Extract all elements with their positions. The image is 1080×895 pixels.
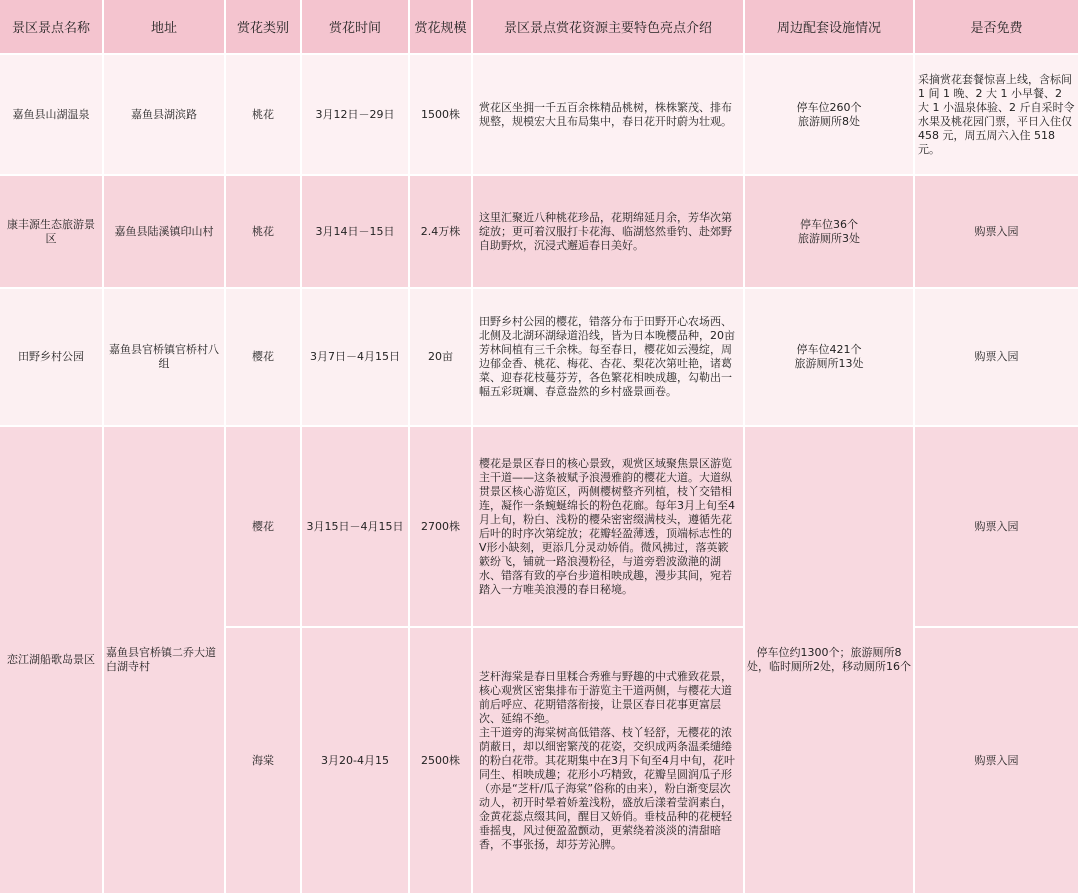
table-row [0, 176, 1080, 289]
header-category: 赏花类别 [226, 0, 302, 55]
viewing-scale: 1500株 [410, 55, 473, 176]
header-free: 是否免费 [915, 0, 1080, 55]
viewing-scale: 2700株 [410, 427, 473, 628]
scenic-address: 嘉鱼县官桥镇官桥村八组 [104, 289, 226, 427]
scenic-name: 嘉鱼县山湖温泉 [0, 55, 104, 176]
scenic-address: 嘉鱼县湖滨路 [104, 55, 226, 176]
feature-description: 芝杆海棠是春日里糅合秀雅与野趣的中式雅致花景，核心观赏区密集排布于游览主干道两侧，与樱花大道前后呼应、花期错落衔接，让景区春日花事更富层次、延绵不绝。 主干道旁的海棠树高低错落、枝丫轻舒，无樱花的浓荫蔽日，却以细密繁茂的花姿，交织成两条温柔缱绻的粉白花带。其花期集中在3月下旬至4月中旬，花叶同生、相映成趣；花形小巧精致，花瓣呈圆润瓜子形（亦是“芝杆/瓜子海棠”俗称的由来），粉白渐变层次动人，初开时晕着娇羞浅粉，盛放后漾着莹润素白，金黄花蕊点缀其间，醒目又娇俏。垂枝品种的花梗轻垂摇曳，风过便盈盈颤动，更萦绕着淡淡的清甜暗香，不事张扬，却芬芳沁脾。 [473, 628, 745, 895]
header-address: 地址 [104, 0, 226, 55]
table-row [0, 427, 1080, 628]
scenic-address: 嘉鱼县陆溪镇印山村 [104, 176, 226, 289]
flower-category: 桃花 [226, 55, 302, 176]
header-time: 赏花时间 [302, 0, 410, 55]
viewing-scale: 2.4万株 [410, 176, 473, 289]
free-info: 采摘赏花套餐惊喜上线，含标间 1 间 1 晚、2 大 1 小早餐、2 大 1 小温泉体验、2 斤自采时令水果及桃花园门票，平日入住仅 458 元，周五周六入住 518 元。 [915, 55, 1080, 176]
table-row [0, 289, 1080, 427]
free-info: 购票入园 [915, 628, 1080, 895]
viewing-time: 3月20-4月15 [302, 628, 410, 895]
flower-category: 樱花 [226, 427, 302, 628]
table-row [0, 55, 1080, 176]
facilities-info: 停车位260个 旅游厕所8处 [745, 55, 915, 176]
free-info: 购票入园 [915, 289, 1080, 427]
facilities-info: 停车位421个 旅游厕所13处 [745, 289, 915, 427]
viewing-time: 3月7日－4月15日 [302, 289, 410, 427]
scenic-name: 田野乡村公园 [0, 289, 104, 427]
feature-description: 田野乡村公园的樱花，错落分布于田野开心农场西、北侧及北湖环湖绿道沿线，皆为日本晚樱品种，20亩芳林间植有三千余株。每至春日，樱花如云漫绽，周边郁金香、桃花、梅花、杏花、梨花次第吐艳，诸葛菜、迎春花枝蔓芬芳，各色繁花相映成趣，勾勒出一幅五彩斑斓、春意盎然的乡村盛景画卷。 [473, 289, 745, 427]
header-row [0, 0, 1080, 55]
viewing-time: 3月15日－4月15日 [302, 427, 410, 628]
scenic-name: 恋江湖船歌岛景区 [0, 427, 104, 895]
facilities-info: 停车位36个 旅游厕所3处 [745, 176, 915, 289]
free-info: 购票入园 [915, 427, 1080, 628]
free-info: 购票入园 [915, 176, 1080, 289]
flower-category: 桃花 [226, 176, 302, 289]
feature-description: 赏花区坐拥一千五百余株精品桃树，株株繁茂、排布规整，规模宏大且布局集中，春日花开时蔚为壮观。 [473, 55, 745, 176]
feature-description: 这里汇聚近八种桃花珍品，花期绵延月余，芳华次第绽放；更可着汉服打卡花海、临湖悠然垂钓、赴郊野自助野炊，沉浸式邂逅春日美好。 [473, 176, 745, 289]
viewing-time: 3月12日－29日 [302, 55, 410, 176]
header-scale: 赏花规模 [410, 0, 473, 55]
viewing-time: 3月14日－15日 [302, 176, 410, 289]
header-description: 景区景点赏花资源主要特色亮点介绍 [473, 0, 745, 55]
flower-category: 樱花 [226, 289, 302, 427]
header-facilities: 周边配套设施情况 [745, 0, 915, 55]
feature-description: 樱花是景区春日的核心景致，观赏区域聚焦景区游览主干道——这条被赋予浪漫雅韵的樱花大道。大道纵贯景区核心游览区，两侧樱树整齐列植，枝丫交错相连，凝作一条蜿蜒绵长的粉色花廊。每年3月上旬至4月上旬，粉白、浅粉的樱朵密密缀满枝头，遵循先花后叶的时序次第绽放；花瓣轻盈薄透，顶端标志性的V形小缺刻，更添几分灵动娇俏。微风拂过，落英簌簌纷飞，铺就一路浪漫粉径，与道旁碧波潋滟的湖水、错落有致的亭台步道相映成趣，漫步其间，宛若踏入一方唯美浪漫的春日秘境。 [473, 427, 745, 628]
header-name: 景区景点名称 [0, 0, 104, 55]
scenic-name: 康丰源生态旅游景区 [0, 176, 104, 289]
viewing-scale: 2500株 [410, 628, 473, 895]
flower-category: 海棠 [226, 628, 302, 895]
scenic-address: 嘉鱼县官桥镇二乔大道白湖寺村 [104, 427, 226, 895]
facilities-info: 停车位约1300个；旅游厕所8处，临时厕所2处，移动厕所16个 [745, 427, 915, 895]
viewing-scale: 20亩 [410, 289, 473, 427]
